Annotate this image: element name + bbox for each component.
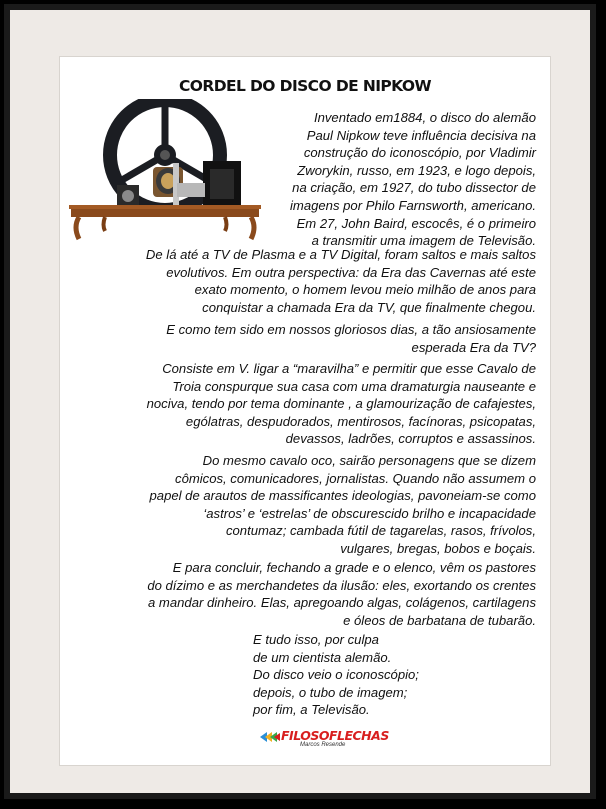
text-line: Consiste em V. ligar a “maravilha” e permitir que esse Cavalo de bbox=[162, 361, 536, 376]
text-line: exato momento, o homem levou meio milhão de anos para bbox=[194, 282, 536, 298]
frame-mat bbox=[10, 10, 590, 793]
paragraph-6 bbox=[147, 559, 536, 629]
text-line: E como tem sido em nossos gloriosos dias, a tão ansiosamente bbox=[166, 322, 536, 337]
text-line: a transmitir uma imagem de Televisão. bbox=[311, 233, 536, 249]
text-line: esperada Era da TV? bbox=[411, 339, 536, 355]
text-line: cômicos, comunicadores, jornalistas. Quando não assumem o bbox=[175, 470, 536, 486]
verse-line: por fim, a Televisão. bbox=[253, 702, 370, 718]
text-line: contumaz; cambada fútil de tagarelas, rasos, frívolos, bbox=[225, 523, 536, 539]
text-line: papel de arautos de massificantes ideologias, pavoneiam-se como bbox=[149, 488, 536, 504]
paragraph-2 bbox=[146, 246, 536, 316]
text-line: devassos, ladrões, corruptos e assassinos. bbox=[285, 431, 536, 447]
text-line: conquistar a chamada Era da TV, que finalmente chegou. bbox=[202, 299, 536, 315]
text-line: vulgares, bregas, bobos e boçais. bbox=[340, 540, 536, 556]
paragraph-1 bbox=[290, 109, 536, 250]
closing-verse bbox=[253, 631, 419, 719]
verse-line: Do disco veio o iconoscópio; bbox=[253, 667, 419, 683]
text-line: ególatras, despudorados, mentirosos, facínoras, psicopatas, bbox=[185, 413, 536, 429]
text-line: e óleos de barbatana de tubarão. bbox=[343, 612, 536, 628]
text-line: E para concluir, fechando a grade e o elenco, vêm os pastores bbox=[172, 560, 536, 575]
picture-frame bbox=[4, 4, 596, 799]
text-line: Zworykin, russo, em 1923, e logo depois, bbox=[297, 162, 536, 178]
text-line: ‘astros’ e ‘estrelas’ de obscurescido brilho e incapacidade bbox=[203, 505, 536, 521]
text-line: Paul Nipkow teve influência decisiva na bbox=[306, 127, 536, 143]
paragraph-3 bbox=[166, 321, 536, 356]
text-line: nociva, tendo por tema dominante , a glamourização de cafajestes, bbox=[146, 396, 536, 412]
paragraph-5 bbox=[150, 452, 537, 558]
logo-wordmark: FILOSOFLECHAS bbox=[281, 728, 389, 743]
nipkow-disk-apparatus-illustration bbox=[65, 99, 265, 241]
verse-line: de um cientista alemão. bbox=[253, 649, 392, 665]
text-line: Em 27, John Baird, escocês, é o primeiro bbox=[296, 215, 536, 231]
text-line: Do mesmo cavalo oco, sairão personagens que se dizem bbox=[202, 453, 536, 468]
text-line: na criação, em 1927, do tubo dissector de bbox=[292, 180, 536, 196]
text-line: Inventado em1884, o disco do alemão bbox=[313, 110, 536, 125]
paragraph-4 bbox=[147, 360, 536, 448]
text-line: De lá até a TV de Plasma e a TV Digital, foram saltos e mais saltos bbox=[145, 247, 536, 262]
text-line: a mandar dinheiro. Elas, apregoando algas, colágenos, cartilagens bbox=[148, 595, 536, 611]
text-line: Troia conspurque sua casa com uma dramaturgia nauseante e bbox=[172, 378, 536, 394]
text-line: imagens por Philo Farnsworth, americano. bbox=[290, 197, 536, 213]
text-line: evolutivos. Em outra perspectiva: da Era das Cavernas até este bbox=[166, 264, 536, 280]
logo-author: Marcos Resende bbox=[300, 742, 346, 748]
verse-line: depois, o tubo de imagem; bbox=[253, 684, 408, 700]
colorful-arrows-icon bbox=[259, 730, 281, 744]
document-title: CORDEL DO DISCO DE NIPKOW bbox=[179, 77, 431, 95]
verse-line: E tudo isso, por culpa bbox=[253, 632, 379, 647]
text-line: construção do iconoscópio, por Vladimir bbox=[303, 145, 536, 161]
text-line: do dízimo e as merchandetes da ilusão: eles, exortando os crentes bbox=[147, 577, 536, 593]
document-page bbox=[59, 56, 551, 766]
filosoflechas-logo bbox=[259, 728, 389, 752]
